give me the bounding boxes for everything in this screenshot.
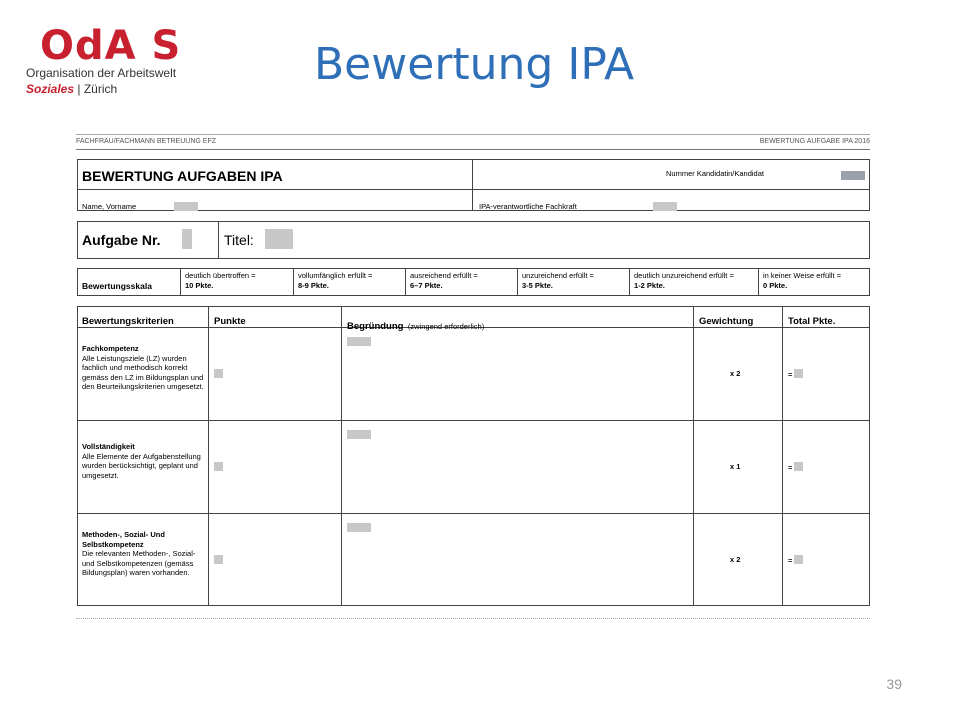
criteria-title: Vollständigkeit <box>82 442 135 451</box>
scale-vdivider-0 <box>180 268 181 296</box>
reason-field[interactable] <box>347 523 371 532</box>
col-header-criteria: Bewertungskriterien <box>82 316 174 327</box>
col-header-total: Total Pkte. <box>788 316 836 327</box>
scale-item-text: vollumfänglich erfüllt = <box>298 271 373 280</box>
points-field[interactable] <box>214 555 223 564</box>
name-field[interactable] <box>174 202 198 211</box>
col-header-reason-note: (zwingend erforderlich) <box>407 322 485 331</box>
criteria-desc: Alle Elemente der Aufgabenstellung wurden berücksichtigt, geplant und umgesetzt. <box>82 451 201 480</box>
form-main-title: BEWERTUNG AUFGABEN IPA <box>82 168 283 184</box>
scale-item-points: 10 Pkte. <box>185 281 214 290</box>
scale-item-points: 0 Pkte. <box>763 281 788 290</box>
weight-value: x 2 <box>730 555 741 564</box>
col-header-reason <box>347 316 484 334</box>
header-divider <box>76 149 870 150</box>
col-divider-weight <box>782 306 783 606</box>
form-bottom-edge <box>76 618 870 621</box>
name-label: Name, Vorname <box>82 202 137 211</box>
scale-item <box>185 271 256 291</box>
candidate-number-label: Nummer Kandidatin/Kandidat <box>666 169 764 178</box>
task-number-label: Aufgabe Nr. <box>82 232 161 248</box>
scale-item <box>410 271 478 291</box>
row-divider-1 <box>77 420 870 421</box>
scale-item-text: deutlich unzureichend erfüllt = <box>634 271 734 280</box>
col-header-points: Punkte <box>214 316 246 327</box>
criteria-title: Fachkompetenz <box>82 344 139 353</box>
scale-item <box>522 271 594 291</box>
form-header-right: BEWERTUNG AUFGABE IPA 2016 <box>759 138 870 145</box>
logo-soziales: Soziales <box>26 82 75 96</box>
reason-field[interactable] <box>347 337 371 346</box>
weight-value: x 2 <box>730 369 741 378</box>
total-eq: = <box>788 463 793 472</box>
title-block-divider <box>77 189 870 190</box>
total-field[interactable] <box>794 462 803 471</box>
expert-label: IPA-verantwortliche Fachkraft <box>479 202 577 211</box>
scale-vdivider-3 <box>517 268 518 296</box>
col-divider-reason <box>693 306 694 606</box>
weight-value: x 1 <box>730 462 741 471</box>
total-field[interactable] <box>794 369 803 378</box>
candidate-number-field[interactable] <box>841 171 865 180</box>
points-field[interactable] <box>214 462 223 471</box>
scale-item <box>763 271 841 291</box>
scale-item-points: 6–7 Pkte. <box>410 281 443 290</box>
scale-vdivider-4 <box>629 268 630 296</box>
total-eq: = <box>788 556 793 565</box>
task-title-label: Titel: <box>224 232 254 248</box>
criteria-desc: Die relevanten Methoden-, Sozial- und Selbstkompetenzen (gemäss Bildungsplan) waren vorhanden. <box>82 549 196 577</box>
form-header-left: FACHFRAU/FACHMANN BETREUUNG EFZ <box>76 138 217 145</box>
total-field[interactable] <box>794 555 803 564</box>
scale-vdivider-1 <box>293 268 294 296</box>
logo-zurich: | Zürich <box>74 82 118 96</box>
col-header-reason-label: Begründung <box>347 321 404 332</box>
criteria-title: Methoden-, Sozial- Und Selbstkompetenz <box>82 530 165 549</box>
task-block-vdivider <box>218 221 219 259</box>
scale-item-text: ausreichend erfüllt = <box>410 271 478 280</box>
logo-wordmark: OdA S <box>40 23 182 69</box>
task-block <box>77 221 870 259</box>
points-field[interactable] <box>214 369 223 378</box>
task-number-field[interactable] <box>182 229 192 249</box>
scale-item-points: 8-9 Pkte. <box>298 281 329 290</box>
title-block-vdivider <box>472 159 473 211</box>
evaluation-form <box>76 134 870 621</box>
scale-item-text: in keiner Weise erfüllt = <box>763 271 842 280</box>
col-divider-criteria <box>208 306 209 606</box>
slide-title: Bewertung IPA <box>314 39 635 90</box>
criteria-row <box>82 442 204 480</box>
page-number: 39 <box>886 676 902 692</box>
expert-field[interactable] <box>653 202 677 211</box>
scale-item <box>634 271 734 291</box>
oda-logo <box>26 24 186 96</box>
logo-subtitle: Organisation der Arbeitswelt <box>26 66 177 80</box>
row-divider-2 <box>77 513 870 514</box>
scale-vdivider-2 <box>405 268 406 296</box>
criteria-row <box>82 530 206 578</box>
col-divider-points <box>341 306 342 606</box>
task-title-field[interactable] <box>265 229 293 249</box>
logo-subtitle-2 <box>26 82 117 96</box>
scale-item-points: 3-5 Pkte. <box>522 281 553 290</box>
criteria-row <box>82 344 204 392</box>
scale-vdivider-5 <box>758 268 759 296</box>
criteria-desc: Alle Leistungsziele (LZ) wurden fachlich und methodisch korrekt gemäss den LZ im Bildungsplan und den Beurteilungskriterien umgesetzt. <box>82 353 204 391</box>
col-header-weight: Gewichtung <box>699 316 754 327</box>
scale-item-points: 1-2 Pkte. <box>634 281 665 290</box>
total-eq: = <box>788 370 793 379</box>
scale-item <box>298 271 372 291</box>
scale-item-text: deutlich übertroffen = <box>185 271 256 280</box>
scale-item-text: unzureichend erfüllt = <box>522 271 594 280</box>
scale-label: Bewertungsskala <box>82 281 152 291</box>
reason-field[interactable] <box>347 430 371 439</box>
